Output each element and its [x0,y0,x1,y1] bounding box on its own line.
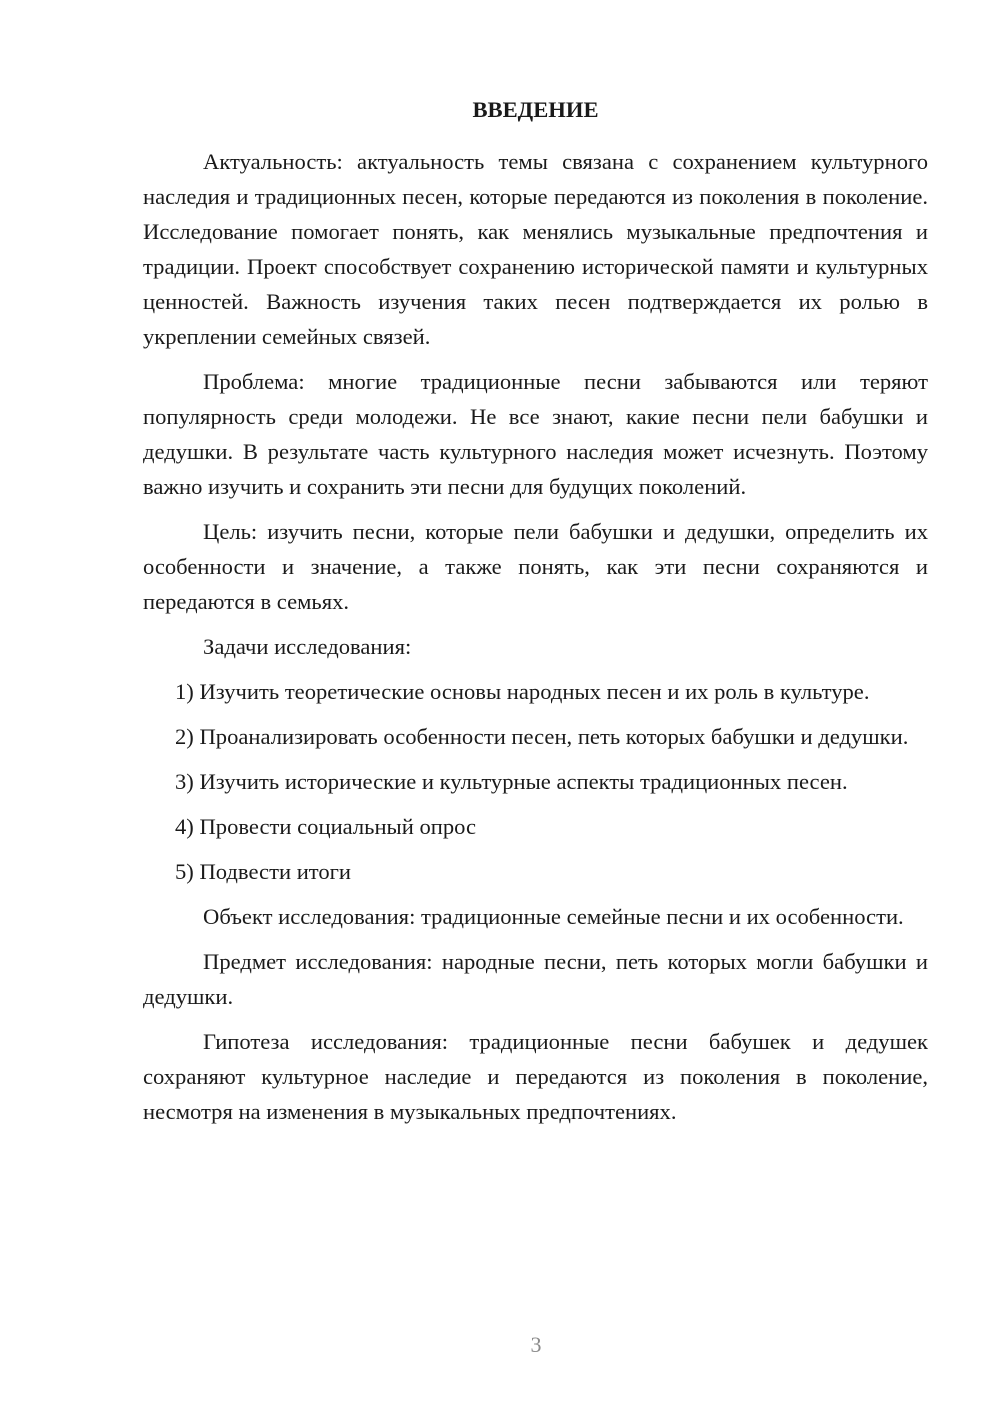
task-item: 1) Изучить теоретические основы народных песен и их роль в культуре. [175,679,870,704]
tasks-heading: Задачи исследования: [203,634,412,659]
page-title: ВВЕДЕНИЕ [472,97,599,122]
subject-paragraph: Предмет исследования: народные песни, петь которых могли бабушки и дедушки. [143,949,928,1009]
hypothesis-paragraph: Гипотеза исследования: традиционные песни бабушек и дедушек сохраняют культурное наследие и передаются из поколения в поколение, несмотря на изменения в музыкальных предпочтениях. [143,1029,928,1124]
task-item: 4) Провести социальный опрос [175,814,477,839]
problem-paragraph: Проблема: многие традиционные песни забываются или теряют популярность среди молодежи. Не все знают, какие песни пели бабушки и дедушки. В результате часть культурного наследия может исчезнуть. Поэтому важно изучить и сохранить эти песни для будущих поколений. [143,369,928,499]
task-item: 2) Проанализировать особенности песен, петь которых бабушки и дедушки. [175,724,909,749]
task-item: 3) Изучить исторические и культурные аспекты традиционных песен. [175,769,848,794]
page-number: 3 [530,1332,542,1357]
goal-paragraph: Цель: изучить песни, которые пели бабушки и дедушки, определить их особенности и значение, а также понять, как эти песни сохраняются и передаются в семьях. [143,519,928,614]
object-paragraph: Объект исследования: традиционные семейные песни и их особенности. [203,904,904,929]
task-item: 5) Подвести итоги [175,859,352,884]
relevance-paragraph: Актуальность: актуальность темы связана с сохранением культурного наследия и традиционных песен, которые передаются из поколения в поколение. Исследование помогает понять, как менялись музыкальные предпочтения и традиции. Проект способствует сохранению исторической памяти и культурных ценностей. Важность изучения таких песен подтверждается их ролью в укреплении семейных связей. [143,149,928,349]
document-page [143,92,928,1139]
